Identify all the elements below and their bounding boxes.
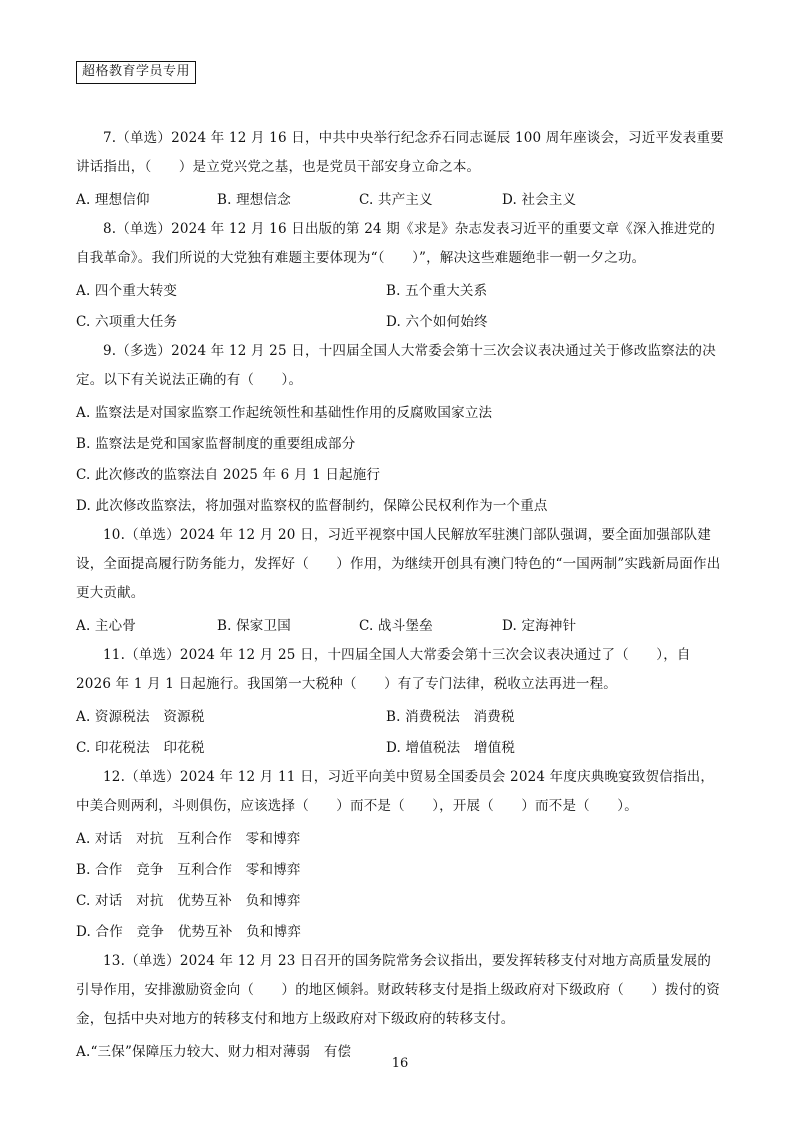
option-a: A. 理想信仰 [76, 191, 150, 208]
question-list [76, 124, 724, 1067]
question-11 [76, 641, 724, 761]
option-b: B. 理想信念 [217, 191, 291, 208]
option-c: C. 六项重大任务 [76, 313, 178, 330]
option-d: D. 社会主义 [502, 191, 577, 208]
option-c: C. 战斗堡垒 [359, 617, 433, 634]
option-c: C. 印花税法 印花税 [76, 739, 205, 756]
option-c: C. 对话 对抗 优势互补 负和博弈 [76, 892, 301, 909]
option-d: D. 定海神针 [502, 617, 577, 634]
option-a: A. 对话 对抗 互利合作 零和博弈 [76, 830, 301, 847]
institution-stamp: 超格教育学员专用 [76, 61, 196, 84]
option-d: D. 合作 竞争 优势互补 负和博弈 [76, 923, 302, 940]
option-b: B. 保家卫国 [217, 617, 291, 634]
question-stem: 9.（多选）2024 年 12 月 25 日，十四届全国人大常委会第十三次会议表决通过关于修改监察法的决定。以下有关说法正确的有（ ）。 [76, 343, 716, 388]
option-c: C. 共产主义 [359, 191, 433, 208]
question-stem: 11.（单选）2024 年 12 月 25 日，十四届全国人大常委会第十三次会议表决通过了（ ），自 2026 年 1 月 1 日起施行。我国第一大税种（ ）有了专门法律，税收立法再进一程。 [76, 647, 691, 692]
question-10 [76, 521, 724, 639]
question-12 [76, 763, 724, 945]
option-c: C. 此次修改的监察法自 2025 年 6 月 1 日起施行 [76, 466, 381, 483]
question-stem: 12.（单选）2024 年 12 月 11 日，习近平向美中贸易全国委员会 2024 年度庆典晚宴致贺信指出，中美合则两利，斗则俱伤，应该选择（ ）而不是（ ），开展（ ）而不是（ ）。 [76, 769, 715, 814]
question-13 [76, 947, 724, 1065]
question-7 [76, 124, 724, 213]
option-b: B. 合作 竞争 互利合作 零和博弈 [76, 861, 301, 878]
option-d: D. 增值税法 增值税 [386, 739, 516, 756]
option-a: A. 四个重大转变 [76, 282, 178, 299]
option-b: B. 消费税法 消费税 [386, 708, 515, 725]
question-stem: 7.（单选）2024 年 12 月 16 日，中共中央举行纪念乔石同志诞辰 100 周年座谈会，习近平发表重要讲话指出，（ ）是立党兴党之基，也是党员干部安身立命之本。 [76, 130, 724, 175]
option-b: B. 监察法是党和国家监督制度的重要组成部分 [76, 435, 356, 452]
question-stem: 10.（单选）2024 年 12 月 20 日，习近平视察中国人民解放军驻澳门部队强调，要全面加强部队建设，全面提高履行防务能力，发挥好（ ）作用，为继续开创具有澳门特色的“一国两制”实践新局面作出更大贡献。 [76, 527, 721, 601]
question-stem: 8.（单选）2024 年 12 月 16 日出版的第 24 期《求是》杂志发表习近平的重要文章《深入推进党的自我革命》。我们所说的大党独有难题主要体现为“（ ）”，解决这些难题绝非一朝一夕之功。 [76, 221, 716, 266]
question-stem: 13.（单选）2024 年 12 月 23 日召开的国务院常务会议指出，要发挥转移支付对地方高质量发展的引导作用，安排激励资金向（ ）的地区倾斜。财政转移支付是指上级政府对下级政府（ ）拨付的资金，包括中央对地方的转移支付和地方上级政府对下级政府的转移支付。 [76, 953, 720, 1027]
option-d: D. 六个如何始终 [386, 313, 488, 330]
question-8 [76, 215, 724, 335]
option-a: A.“三保”保障压力较大、财力相对薄弱 有偿 [76, 1043, 352, 1060]
question-9 [76, 337, 724, 519]
option-a: A. 主心骨 [76, 617, 137, 634]
page-number: 16 [391, 1056, 409, 1071]
option-a: A. 监察法是对国家监察工作起统领性和基础性作用的反腐败国家立法 [76, 404, 493, 421]
option-b: B. 五个重大关系 [386, 282, 488, 299]
option-d: D. 此次修改监察法，将加强对监察权的监督制约，保障公民权利作为一个重点 [76, 497, 548, 514]
option-a: A. 资源税法 资源税 [76, 708, 205, 725]
